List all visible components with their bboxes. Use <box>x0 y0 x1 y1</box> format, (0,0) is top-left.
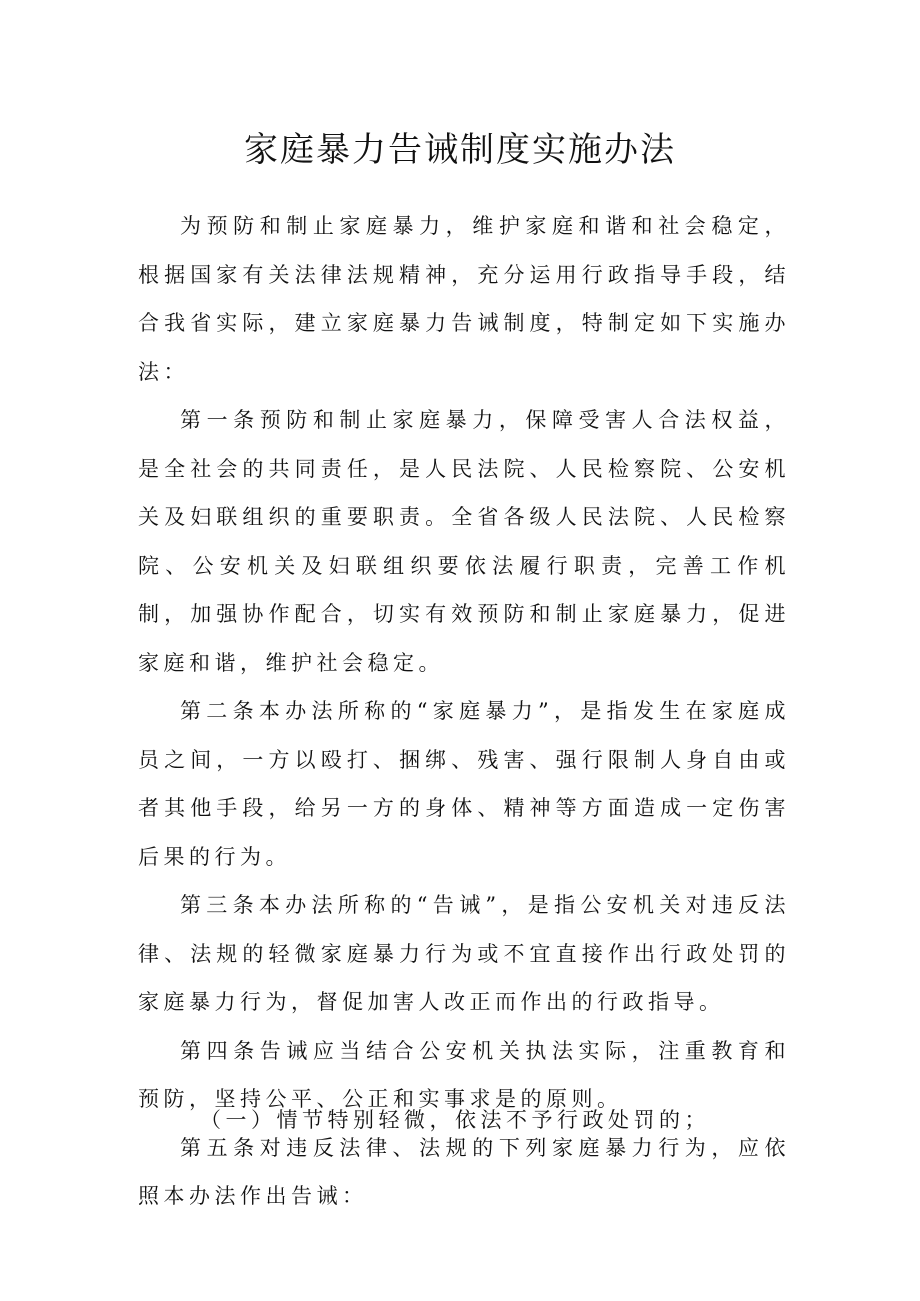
list-item-1: （一）情节特别轻微，依法不予行政处罚的； <box>200 1108 710 1132</box>
article-3-paragraph: 第三条本办法所称的“告诫”，是指公安机关对违反法律、法规的轻微家庭暴力行为或不宜直接作出行政处罚的家庭暴力行为，督促加害人改正而作出的行政指导。 <box>138 893 790 1014</box>
article-2-paragraph: 第二条本办法所称的“家庭暴力”，是指发生在家庭成员之间，一方以殴打、捆绑、残害、强行限制人身自由或者其他手段，给另一方的身体、精神等方面造成一定伤害后果的行为。 <box>138 699 790 869</box>
article-1-paragraph: 第一条预防和制止家庭暴力，保障受害人合法权益，是全社会的共同责任，是人民法院、人民检察院、公安机关及妇联组织的重要职责。全省各级人民法院、人民检察院、公安机关及妇联组织要依法履行职责，完善工作机制，加强协作配合，切实有效预防和制止家庭暴力，促进家庭和谐，维护社会稳定。 <box>138 408 790 675</box>
intro-paragraph: 为预防和制止家庭暴力，维护家庭和谐和社会稳定，根据国家有关法律法规精神，充分运用行政指导手段，结合我省实际，建立家庭暴力告诫制度，特制定如下实施办法： <box>138 214 790 384</box>
document-body <box>138 202 790 1221</box>
article-5-paragraph: 第五条对违反法律、法规的下列家庭暴力行为，应依照本办法作出告诫： <box>138 1135 790 1208</box>
article-4-paragraph: 第四条告诫应当结合公安机关执法实际，注重教育和预防，坚持公平、公正和实事求是的原则。 <box>138 1038 790 1111</box>
document-title: 家庭暴力告诫制度实施办法 <box>244 129 676 170</box>
